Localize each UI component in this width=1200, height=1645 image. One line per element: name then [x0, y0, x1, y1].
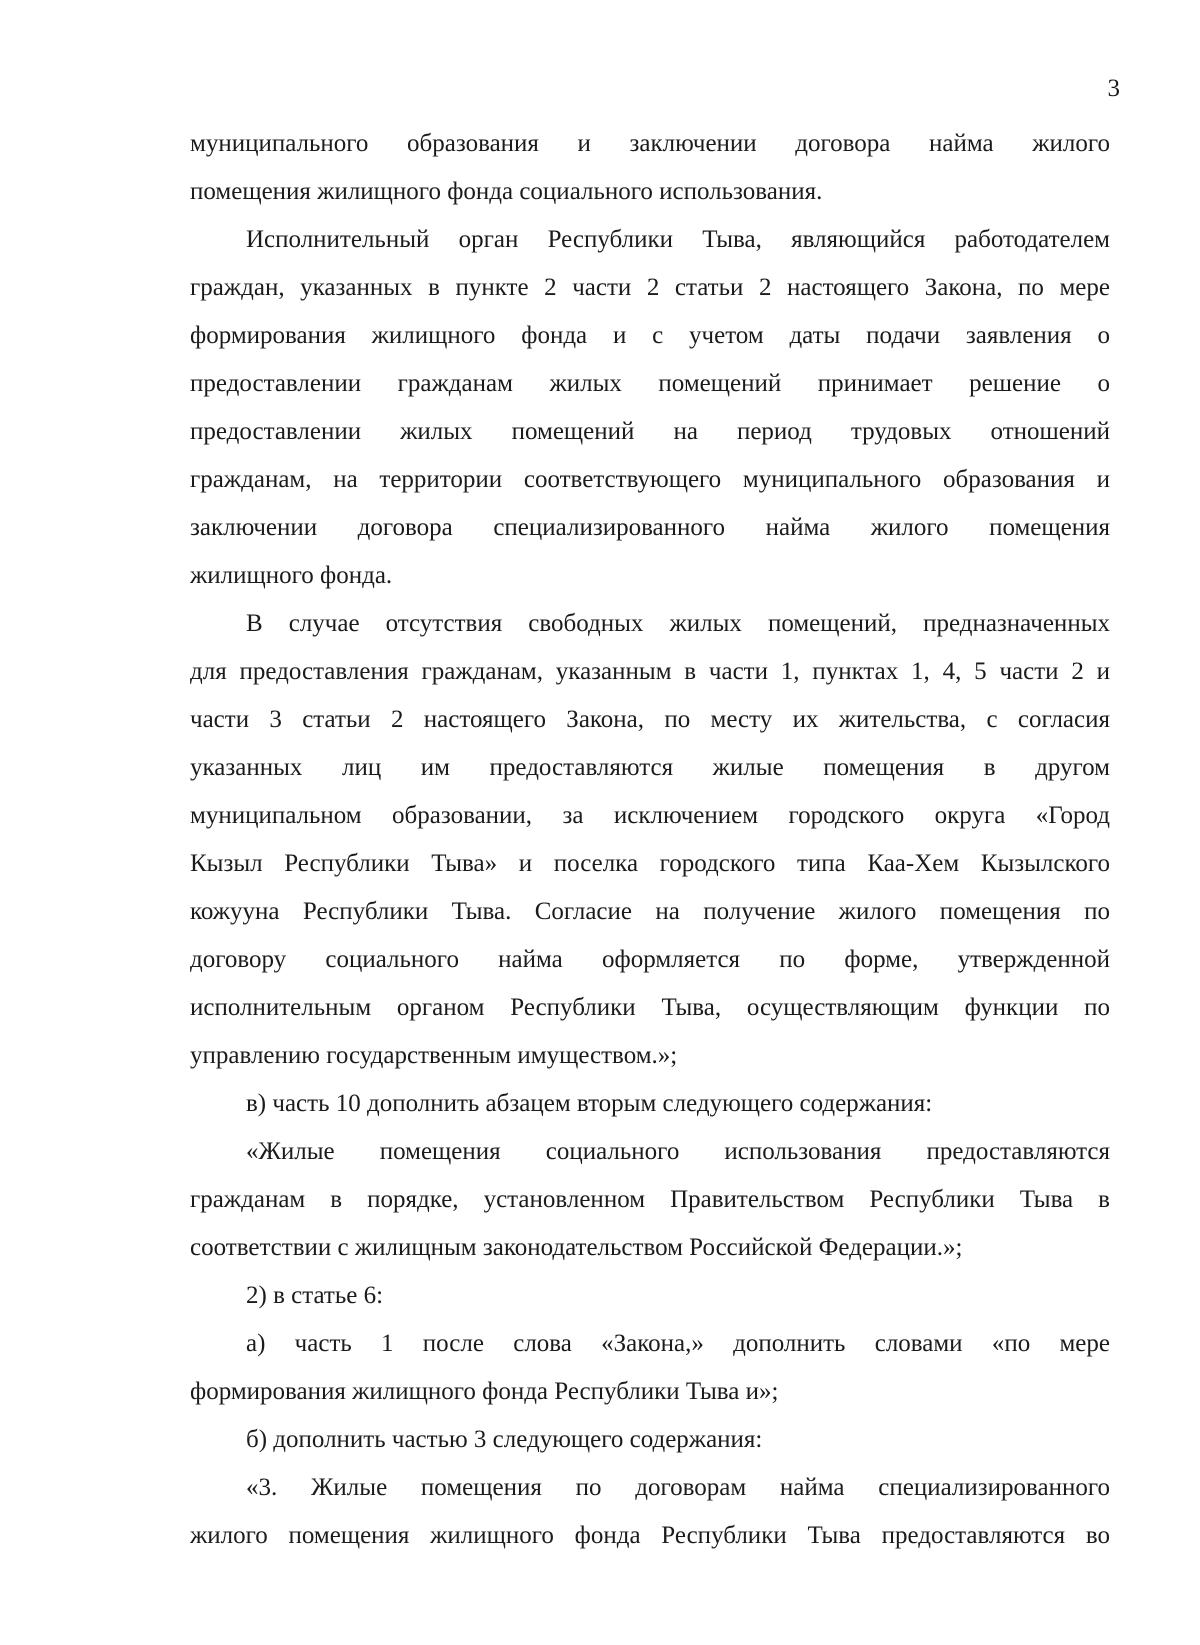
text-line: предоставлении жилых помещений на период трудовых отношений	[190, 418, 1110, 445]
text-line: предоставлении гражданам жилых помещений принимает решение о	[190, 370, 1110, 397]
text-line: помещения жилищного фонда социального использования.	[190, 178, 823, 205]
text-line: жилого помещения жилищного фонда Республики Тыва предоставляются во	[190, 1522, 1110, 1549]
text-line: в) часть 10 дополнить абзацем вторым следующего содержания:	[246, 1090, 933, 1117]
text-line: управлению государственным имуществом.»;	[190, 1042, 678, 1069]
text-line: части 3 статьи 2 настоящего Закона, по месту их жительства, с согласия	[190, 706, 1110, 733]
text-line: гражданам, на территории соответствующего муниципального образования и	[190, 466, 1110, 493]
text-line: Кызыл Республики Тыва» и поселка городского типа Каа-Хем Кызылского	[190, 850, 1110, 877]
text-line: б) дополнить частью 3 следующего содержания:	[246, 1426, 763, 1453]
text-line: муниципальном образовании, за исключением городского округа «Город	[190, 802, 1110, 829]
text-line: указанных лиц им предоставляются жилые помещения в другом	[190, 754, 1110, 781]
text-line: «Жилые помещения социального использования предоставляются	[246, 1138, 1110, 1165]
text-line: 2) в статье 6:	[246, 1282, 384, 1309]
text-line: формирования жилищного фонда и с учетом даты подачи заявления о	[190, 322, 1110, 349]
text-line: муниципального образования и заключении договора найма жилого	[190, 130, 1110, 157]
text-line: формирования жилищного фонда Республики Тыва и»;	[190, 1378, 779, 1405]
text-line: исполнительным органом Республики Тыва, осуществляющим функции по	[190, 994, 1110, 1021]
text-line: граждан, указанных в пункте 2 части 2 статьи 2 настоящего Закона, по мере	[190, 274, 1110, 301]
text-line: «3. Жилые помещения по договорам найма специализированного	[246, 1474, 1110, 1501]
text-line: Исполнительный орган Республики Тыва, являющийся работодателем	[246, 226, 1110, 253]
text-line: кожууна Республики Тыва. Согласие на получение жилого помещения по	[190, 898, 1110, 925]
text-line: для предоставления гражданам, указанным в части 1, пунктах 1, 4, 5 части 2 и	[190, 658, 1110, 685]
page-number: 3	[1107, 75, 1120, 102]
text-line: жилищного фонда.	[190, 562, 393, 589]
text-line: гражданам в порядке, установленном Правительством Республики Тыва в	[190, 1186, 1110, 1213]
text-line: соответствии с жилищным законодательством Российской Федерации.»;	[190, 1234, 963, 1261]
document-body	[190, 120, 1110, 1560]
text-line: договору социального найма оформляется по форме, утвержденной	[190, 946, 1110, 973]
text-line: В случае отсутствия свободных жилых помещений, предназначенных	[246, 610, 1110, 637]
text-line: а) часть 1 после слова «Закона,» дополнить словами «по мере	[246, 1330, 1110, 1357]
text-line: заключении договора специализированного найма жилого помещения	[190, 514, 1110, 541]
